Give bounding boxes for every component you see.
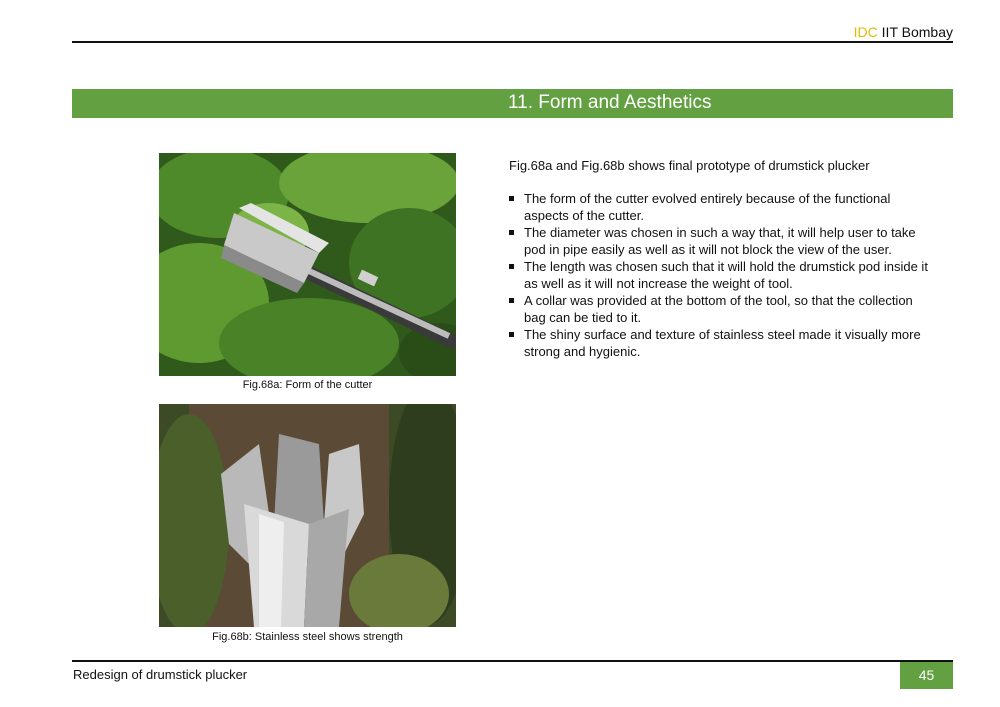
bullet-item: A collar was provided at the bottom of the tool, so that the collection bag can be tied to it. bbox=[509, 292, 929, 326]
bottom-divider bbox=[72, 660, 953, 662]
bullet-list bbox=[509, 190, 929, 360]
brand-idc: IDC bbox=[853, 24, 878, 40]
section-title: 11. Form and Aesthetics bbox=[508, 92, 712, 113]
section-title-bar bbox=[72, 89, 953, 118]
bullet-item: The length was chosen such that it will hold the drumstick pod inside it as well as it will not increase the weight of tool. bbox=[509, 258, 929, 292]
page-number: 45 bbox=[900, 662, 953, 689]
cutter-form-photo bbox=[159, 153, 456, 376]
brand-iit-bombay: IIT Bombay bbox=[877, 24, 953, 40]
figure-68a-caption: Fig.68a: Form of the cutter bbox=[242, 379, 373, 391]
top-divider bbox=[72, 41, 953, 43]
bullet-item: The shiny surface and texture of stainless steel made it visually more strong and hygienic. bbox=[509, 326, 929, 360]
intro-text: Fig.68a and Fig.68b shows final prototype of drumstick plucker bbox=[509, 158, 870, 173]
bullet-item: The diameter was chosen in such a way that, it will help user to take pod in pipe easily as well as it will not block the view of the user. bbox=[509, 224, 929, 258]
bullet-item: The form of the cutter evolved entirely because of the functional aspects of the cutter. bbox=[509, 190, 929, 224]
footer-title: Redesign of drumstick plucker bbox=[73, 667, 248, 682]
figure-68b-caption: Fig.68b: Stainless steel shows strength bbox=[212, 631, 403, 643]
header-brand bbox=[854, 24, 953, 40]
stainless-steel-photo bbox=[159, 404, 456, 627]
